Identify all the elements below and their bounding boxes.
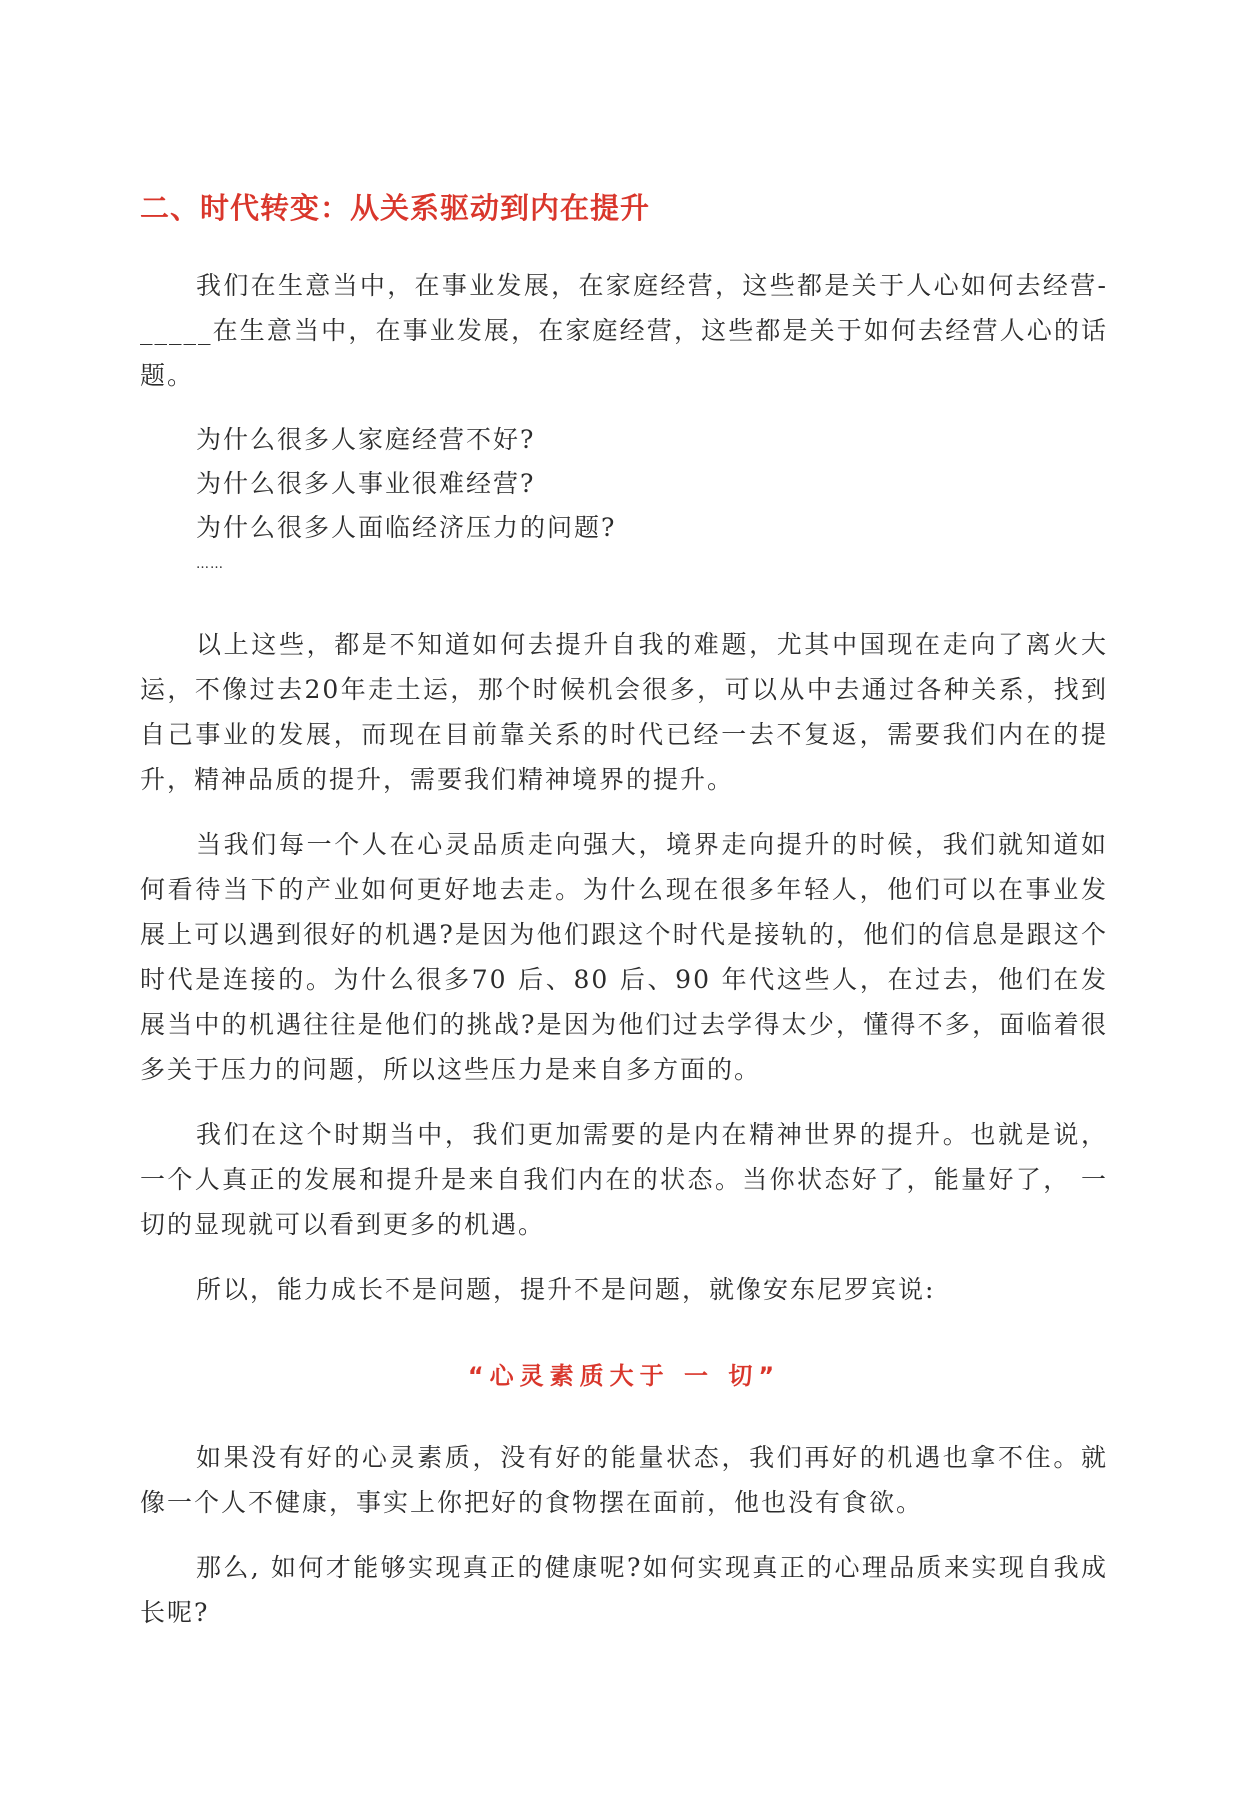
- body-paragraph: 所以，能力成长不是问题，提升不是问题，就像安东尼罗宾说:: [196, 1275, 936, 1304]
- question-item: 为什么很多人家庭经营不好?: [196, 425, 536, 454]
- closing-paragraph: 如果没有好的心灵素质，没有好的能量状态，我们再好的机遇也拿不住。就像一个人不健康，事实上你把好的食物摆在面前，他也没有食欲。: [140, 1443, 1108, 1517]
- question-list: [196, 418, 1108, 580]
- question-item: 为什么很多人事业很难经营?: [196, 469, 536, 498]
- body-paragraph: 以上这些，都是不知道如何去提升自我的难题，尤其中国现在走向了离火大运，不像过去20年走土运，那个时候机会很多，可以从中去通过各种关系，找到自己事业的发展，而现在目前靠关系的时代已经一去不复返，需要我们内在的提升，精神品质的提升，需要我们精神境界的提升。: [140, 630, 1108, 794]
- ellipsis-mark: ……: [196, 557, 224, 572]
- closing-paragraph: 那么, 如何才能够实现真正的健康呢?如何实现真正的心理品质来实现自我成长呢?: [140, 1553, 1108, 1627]
- document-page: [140, 186, 1108, 1655]
- body-paragraph: 当我们每一个人在心灵品质走向强大，境界走向提升的时候，我们就知道如何看待当下的产业如何更好地去走。为什么现在很多年轻人，他们可以在事业发展上可以遇到很好的机遇?是因为他们跟这个时代是接轨的，他们的信息是跟这个时代是连接的。为什么很多70 后、80 后、90 年代这些人，在过去，他们在发展当中的机遇往往是他们的挑战?是因为他们过去学得太少，懂得不多，面临着很多关于压力的问题，所以这些压力是来自多方面的。: [140, 830, 1108, 1084]
- body-paragraph: 我们在这个时期当中，我们更加需要的是内在精神世界的提升。也就是说，一个人真正的发展和提升是来自我们内在的状态。当你状态好了，能量好了， 一切的显现就可以看到更多的机遇。: [140, 1120, 1108, 1239]
- question-item: 为什么很多人面临经济压力的问题?: [196, 513, 617, 542]
- section-heading: 二、时代转变：从关系驱动到内在提升: [140, 191, 651, 225]
- intro-paragraph: 我们在生意当中，在事业发展，在家庭经营，这些都是关于人心如何去经营-_____在生意当中，在事业发展，在家庭经营，这些都是关于如何去经营人心的话题。: [140, 271, 1108, 390]
- highlight-quote: “心灵素质大于 一 切”: [467, 1362, 781, 1390]
